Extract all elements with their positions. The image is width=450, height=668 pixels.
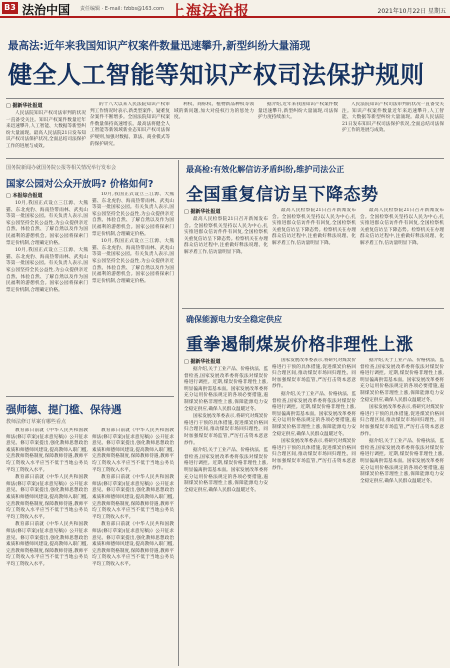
story3-body-col3: 据介绍,关于工业产品、价格执法、监督检查,国家发展改革委将依法对煤炭价格进行调控。近期,煤炭价格非理性上涨,明显偏离供需基本面。国家发展改革委将充分运用价格法规定的各项必要措施,遏制煤炭价格非理性上涨,保障能源电力安全稳定供应,确保人民群众温暖过冬。 xyxy=(360,358,444,403)
column-divider xyxy=(178,160,179,666)
lead-body-col4: 据介绍,近年来我国知识产权案件数量迅速攀升,新型纠纷大量涌现,司法保护力度持续加大。 xyxy=(258,102,338,121)
story2-headline: 全国重复信访呈下降态势 xyxy=(186,185,379,205)
left-story2-body-col2b: 教育部日前就《中华人民共和国教师法(修订草案)(征求意见稿)》公开征求意见。修订草案提出,强化教师思想政治素质和师德师风建设,提高教师入职门槛,完善教师资格制度,保障教师待遇,教师平均工资收入水平应当不低于当地公务员平均工资收入水平。 xyxy=(92,475,174,520)
story3-body-col2: 国家发展改革委表示,将研究对煤炭价格进行干预的具体措施,促进煤炭价格回归合理区间,推动煤炭市场回归理性。同时加强煤炭市场监管,严厉打击资本恶意炒作。 xyxy=(272,358,356,390)
story3-headline: 重拳遏制煤炭价格非理性上涨 xyxy=(186,335,414,355)
masthead-logo: 上海法治报 xyxy=(170,2,251,20)
lead-kicker: 最高法:近年来我国知识产权案件数量迅速攀升,新型纠纷大量涌现 xyxy=(8,40,311,52)
left-story1-body-col2: 10月,我国正式设立三江源、大熊猫、东北虎豹、海南热带雨林、武夷山等第一批国家公园。有关负责人表示,国家公园坚持全民公益性,为公众提供亲近自然、体验自然、了解自然以及作为国民福利的游憩机会。国家公园将探索门票定价机制,合理确定价格。 xyxy=(92,192,174,237)
lead-body: 人民法院知识产权司法审判的状况一直备受关注。知识产权案件数量近年来迅速攀升,人工智能、大数据等新型纠纷大量涌现。最高人民法院21日发布知识产权司法保护状况,全面总结司法保护工作的进展与成效。 xyxy=(6,111,86,149)
left-story1-intro: 国务院新闻办就国务院公报等相关情况举行发布会 xyxy=(6,165,117,171)
section-title: 法治中国 xyxy=(22,3,71,17)
story3-col2 xyxy=(272,358,356,664)
left-story1-body-repeat: 10月,我国正式设立三江源、大熊猫、东北虎豹、海南热带雨林、武夷山等第一批国家公园。有关负责人表示,国家公园坚持全民公益性,为公众提供亲近自然、体验自然、了解自然以及作为国民福利的游憩机会。国家公园将探索门票定价机制,合理确定价格。 xyxy=(6,248,88,293)
story2-col2 xyxy=(272,208,356,304)
editor-contact: 责任编辑 · E-mail: fzbbs@163.com xyxy=(80,6,164,12)
lead-body-col5: 人民法院知识产权司法审判的状况一直备受关注。知识产权案件数量近年来迅速攀升,人工智能、大数据等新型纠纷大量涌现。最高人民法院21日发布知识产权司法保护状况,全面总结司法保护工作的进展与成效。 xyxy=(342,102,444,134)
left-story1-body: 10月,我国正式设立三江源、大熊猫、东北虎豹、海南热带雨林、武夷山等第一批国家公园。有关负责人表示,国家公园坚持全民公益性,为公众提供亲近自然、体验自然、了解自然以及作为国民福利的游憩机会。国家公园将探索门票定价机制,合理确定价格。 xyxy=(6,201,88,246)
story3-byline: □ 据新华社报道 xyxy=(184,359,221,365)
story3-col3 xyxy=(360,358,444,664)
left-story1-headline: 国家公园对公众开放吗? 价格如何? xyxy=(6,179,154,190)
page-header xyxy=(0,0,450,18)
left-story2-sub: 教师法修订草案有哪些看点 xyxy=(6,419,67,425)
left-story1-byline: □ 本报综合报道 xyxy=(6,193,43,199)
page-number-badge: B3 xyxy=(2,2,18,14)
left-story2-col2 xyxy=(92,428,174,664)
story2-byline: □ 据新华社报道 xyxy=(184,209,221,215)
story3-kicker: 确保能源电力安全稳定供应 xyxy=(186,315,282,324)
lead-column-4 xyxy=(258,102,338,154)
story2-kicker: 最高检:有效化解信访矛盾纠纷,维护司法公正 xyxy=(186,165,345,174)
lead-column-2 xyxy=(90,102,170,154)
story3-col1 xyxy=(184,358,268,664)
left-story2-body-c: 教育部日前就《中华人民共和国教师法(修订草案)(征求意见稿)》公开征求意见。修订草案提出,强化教师思想政治素质和师德师风建设,提高教师入职门槛,完善教师资格制度,保障教师待遇,教师平均工资收入水平应当不低于当地公务员平均工资收入水平。 xyxy=(6,522,88,567)
story2-col3 xyxy=(360,208,444,304)
left-story2-body: 教育部日前就《中华人民共和国教师法(修订草案)(征求意见稿)》公开征求意见。修订草案提出,强化教师思想政治素质和师德师风建设,提高教师入职门槛,完善教师资格制度,保障教师待遇,教师平均工资收入水平应当不低于当地公务员平均工资收入水平。 xyxy=(6,428,88,473)
lead-column-3 xyxy=(174,102,254,154)
issue-date: 2021年10月22日 星期五 xyxy=(377,8,446,15)
lead-body-col3: 利权、商标权、植物新品种权等领域的新问题,加大对侵权行为的惩处力度。 xyxy=(174,102,254,121)
lead-body-cont: 的十八大以来人民法院知识产权审判工作情况时表示,新类型案件、疑难复杂案件不断增多。全国法院知识产权案件数量保持高速增长。最高法将健全人工智能等新领域新业态知识产权司法保护规则,加强对数据、算法、商业模式等的保护研究。 xyxy=(90,102,170,147)
left-story1-col1 xyxy=(6,192,88,392)
divider xyxy=(6,98,444,99)
left-story1-body-col2b: 10月,我国正式设立三江源、大熊猫、东北虎豹、海南热带雨林、武夷山等第一批国家公园。有关负责人表示,国家公园坚持全民公益性,为公众提供亲近自然、体验自然、了解自然以及作为国民福利的游憩机会。国家公园将探索门票定价机制,合理确定价格。 xyxy=(92,239,174,284)
left-story2-headline: 强师德、提门槛、保待遇 xyxy=(6,404,122,416)
story2-body-col2: 最高人民检察院21日召开新闻发布会。全国检察机关坚持以人民为中心,扎实推进群众信访件件有回复,全国检察机关重复信访呈下降态势。检察机关在办理群众信访过程中,注重做好释法说理、化解矛盾工作,信访量明显下降。 xyxy=(272,208,356,246)
left-story1-col2 xyxy=(92,192,174,392)
story3-body-col3b: 国家发展改革委表示,将研究对煤炭价格进行干预的具体措施,促进煤炭价格回归合理区间,推动煤炭市场回归理性。同时加强煤炭市场监管,严厉打击资本恶意炒作。 xyxy=(360,405,444,437)
divider xyxy=(6,396,174,397)
divider xyxy=(6,158,444,159)
story3-body: 据介绍,关于工业产品、价格执法、监督检查,国家发展改革委将依法对煤炭价格进行调控。近期,煤炭价格非理性上涨,明显偏离供需基本面。国家发展改革委将充分运用价格法规定的各项必要措施,遏制煤炭价格非理性上涨,保障能源电力安全稳定供应,确保人民群众温暖过冬。 xyxy=(184,367,268,412)
lead-byline: □ 据新华社报道 xyxy=(6,103,43,109)
story2-body: 最高人民检察院21日召开新闻发布会。全国检察机关坚持以人民为中心,扎实推进群众信访件件有回复,全国检察机关重复信访呈下降态势。检察机关在办理群众信访过程中,注重做好释法说理、化解矛盾工作,信访量明显下降。 xyxy=(184,217,268,255)
story3-body-col2b: 据介绍,关于工业产品、价格执法、监督检查,国家发展改革委将依法对煤炭价格进行调控。近期,煤炭价格非理性上涨,明显偏离供需基本面。国家发展改革委将充分运用价格法规定的各项必要措施,遏制煤炭价格非理性上涨,保障能源电力安全稳定供应,确保人民群众温暖过冬。 xyxy=(272,391,356,437)
story3-body-col2c: 国家发展改革委表示,将研究对煤炭价格进行干预的具体措施,促进煤炭价格回归合理区间,推动煤炭市场回归理性。同时加强煤炭市场监管,严厉打击资本恶意炒作。 xyxy=(272,439,356,471)
left-story2-col1 xyxy=(6,428,88,664)
divider xyxy=(182,308,444,309)
lead-column-1 xyxy=(6,102,86,154)
left-story2-body-col2: 教育部日前就《中华人民共和国教师法(修订草案)(征求意见稿)》公开征求意见。修订草案提出,强化教师思想政治素质和师德师风建设,提高教师入职门槛,完善教师资格制度,保障教师待遇,教师平均工资收入水平应当不低于当地公务员平均工资收入水平。 xyxy=(92,428,174,473)
story3-body-col3c: 据介绍,关于工业产品、价格执法、监督检查,国家发展改革委将依法对煤炭价格进行调控。近期,煤炭价格非理性上涨,明显偏离供需基本面。国家发展改革委将充分运用价格法规定的各项必要措施,遏制煤炭价格非理性上涨,保障能源电力安全稳定供应,确保人民群众温暖过冬。 xyxy=(360,439,444,484)
story2-col1 xyxy=(184,208,268,304)
left-story2-body-col2c: 教育部日前就《中华人民共和国教师法(修订草案)(征求意见稿)》公开征求意见。修订草案提出,强化教师思想政治素质和师德师风建设,提高教师入职门槛,完善教师资格制度,保障教师待遇,教师平均工资收入水平应当不低于当地公务员平均工资收入水平。 xyxy=(92,522,174,567)
lead-column-5 xyxy=(342,102,444,154)
left-story2-body-b: 教育部日前就《中华人民共和国教师法(修订草案)(征求意见稿)》公开征求意见。修订草案提出,强化教师思想政治素质和师德师风建设,提高教师入职门槛,完善教师资格制度,保障教师待遇,教师平均工资收入水平应当不低于当地公务员平均工资收入水平。 xyxy=(6,475,88,520)
story3-body-b: 国家发展改革委表示,将研究对煤炭价格进行干预的具体措施,促进煤炭价格回归合理区间,推动煤炭市场回归理性。同时加强煤炭市场监管,严厉打击资本恶意炒作。 xyxy=(184,414,268,446)
story3-body-c: 据介绍,关于工业产品、价格执法、监督检查,国家发展改革委将依法对煤炭价格进行调控。近期,煤炭价格非理性上涨,明显偏离供需基本面。国家发展改革委将充分运用价格法规定的各项必要措施,遏制煤炭价格非理性上涨,保障能源电力安全稳定供应,确保人民群众温暖过冬。 xyxy=(184,448,268,493)
story2-body-col3: 最高人民检察院21日召开新闻发布会。全国检察机关坚持以人民为中心,扎实推进群众信访件件有回复,全国检察机关重复信访呈下降态势。检察机关在办理群众信访过程中,注重做好释法说理、化解矛盾工作,信访量明显下降。 xyxy=(360,208,444,246)
lead-headline: 健全人工智能等知识产权司法保护规则 xyxy=(8,61,425,89)
